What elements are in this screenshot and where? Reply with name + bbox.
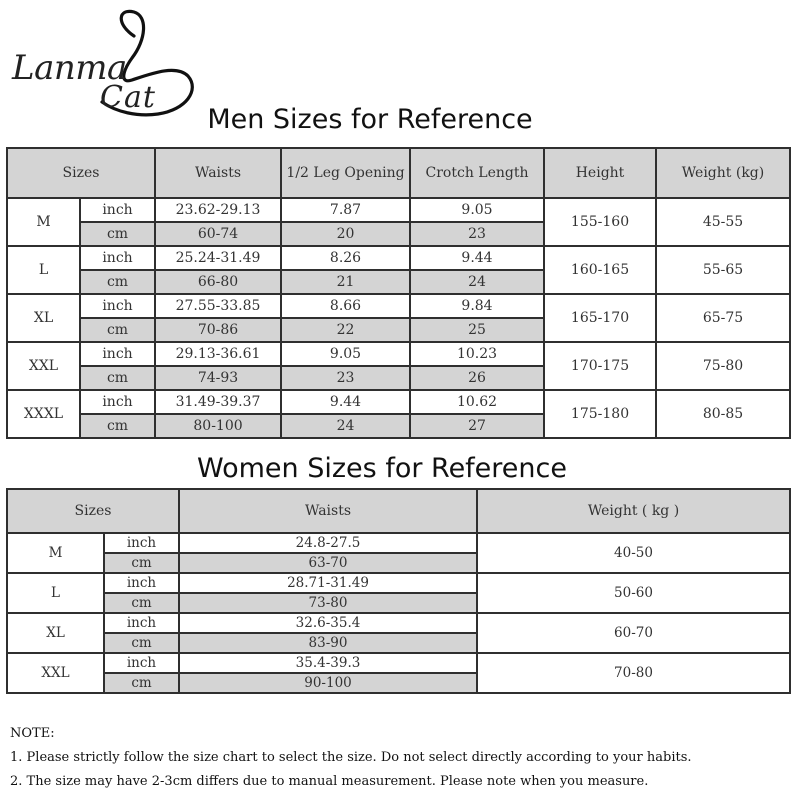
- men-size-row-inch: [7, 294, 790, 318]
- crotch-length-value: 9.05: [410, 198, 544, 222]
- unit-label: cm: [80, 222, 155, 246]
- crotch-length-value: 25: [410, 318, 544, 342]
- men-header-waists: Waists: [155, 148, 281, 198]
- crotch-length-value: 27: [410, 414, 544, 438]
- waist-value: 23.62-29.13: [155, 198, 281, 222]
- unit-label: inch: [80, 294, 155, 318]
- leg-opening-value: 7.87: [281, 198, 410, 222]
- leg-opening-value: 9.05: [281, 342, 410, 366]
- crotch-length-value: 10.62: [410, 390, 544, 414]
- waist-value: 70-86: [155, 318, 281, 342]
- women-header-sizes: Sizes: [7, 489, 179, 533]
- leg-opening-value: 23: [281, 366, 410, 390]
- waist-value: 27.55-33.85: [155, 294, 281, 318]
- size-label: XXL: [7, 342, 80, 390]
- weight-value: 75-80: [656, 342, 790, 390]
- unit-label: inch: [104, 653, 179, 673]
- height-value: 165-170: [544, 294, 656, 342]
- size-label: L: [7, 246, 80, 294]
- waist-value: 63-70: [179, 553, 477, 573]
- waist-value: 73-80: [179, 593, 477, 613]
- women-header-waists: Waists: [179, 489, 477, 533]
- waist-value: 60-74: [155, 222, 281, 246]
- logo-text-lanma: Lanma: [12, 48, 127, 88]
- height-value: 155-160: [544, 198, 656, 246]
- height-value: 175-180: [544, 390, 656, 438]
- leg-opening-value: 24: [281, 414, 410, 438]
- waist-value: 32.6-35.4: [179, 613, 477, 633]
- men-header-leg-opening: 1/2 Leg Opening: [281, 148, 410, 198]
- weight-value: 45-55: [656, 198, 790, 246]
- unit-label: inch: [80, 342, 155, 366]
- height-value: 170-175: [544, 342, 656, 390]
- unit-label: inch: [80, 198, 155, 222]
- height-value: 160-165: [544, 246, 656, 294]
- women-size-row-inch: [7, 533, 790, 553]
- waist-value: 66-80: [155, 270, 281, 294]
- size-label: L: [7, 573, 104, 613]
- weight-value: 60-70: [477, 613, 790, 653]
- men-size-table: [6, 147, 791, 439]
- logo-text-cat: Cat: [100, 80, 156, 115]
- women-header-row: [7, 489, 790, 533]
- crotch-length-value: 9.44: [410, 246, 544, 270]
- size-label: XL: [7, 613, 104, 653]
- waist-value: 83-90: [179, 633, 477, 653]
- crotch-length-value: 24: [410, 270, 544, 294]
- weight-value: 40-50: [477, 533, 790, 573]
- unit-label: inch: [104, 573, 179, 593]
- unit-label: inch: [104, 613, 179, 633]
- unit-label: inch: [80, 390, 155, 414]
- unit-label: cm: [104, 553, 179, 573]
- leg-opening-value: 8.26: [281, 246, 410, 270]
- men-header-weight: Weight (kg): [656, 148, 790, 198]
- men-sizes-title: Men Sizes for Reference: [207, 104, 533, 135]
- waist-value: 29.13-36.61: [155, 342, 281, 366]
- waist-value: 90-100: [179, 673, 477, 693]
- unit-label: inch: [104, 533, 179, 553]
- weight-value: 70-80: [477, 653, 790, 693]
- leg-opening-value: 8.66: [281, 294, 410, 318]
- size-label: M: [7, 198, 80, 246]
- waist-value: 24.8-27.5: [179, 533, 477, 553]
- women-size-row-inch: [7, 573, 790, 593]
- men-size-row-inch: [7, 198, 790, 222]
- unit-label: cm: [104, 633, 179, 653]
- waist-value: 74-93: [155, 366, 281, 390]
- women-sizes-title: Women Sizes for Reference: [197, 453, 567, 484]
- weight-value: 65-75: [656, 294, 790, 342]
- unit-label: cm: [80, 318, 155, 342]
- weight-value: 55-65: [656, 246, 790, 294]
- women-size-row-inch: [7, 653, 790, 673]
- waist-value: 28.71-31.49: [179, 573, 477, 593]
- notes-title: NOTE:: [10, 726, 55, 741]
- crotch-length-value: 10.23: [410, 342, 544, 366]
- men-header-crotch-length: Crotch Length: [410, 148, 544, 198]
- size-label: XL: [7, 294, 80, 342]
- men-header-sizes: Sizes: [7, 148, 155, 198]
- unit-label: cm: [104, 593, 179, 613]
- waist-value: 31.49-39.37: [155, 390, 281, 414]
- unit-label: cm: [80, 366, 155, 390]
- size-label: XXXL: [7, 390, 80, 438]
- size-label: M: [7, 533, 104, 573]
- men-size-row-inch: [7, 342, 790, 366]
- women-size-row-inch: [7, 613, 790, 633]
- men-header-height: Height: [544, 148, 656, 198]
- leg-opening-value: 21: [281, 270, 410, 294]
- leg-opening-value: 9.44: [281, 390, 410, 414]
- women-size-table: [6, 488, 791, 694]
- crotch-length-value: 26: [410, 366, 544, 390]
- note-item-2: 2. The size may have 2-3cm differs due to manual measurement. Please note when you measure.: [10, 774, 649, 789]
- waist-value: 80-100: [155, 414, 281, 438]
- men-size-row-inch: [7, 246, 790, 270]
- leg-opening-value: 20: [281, 222, 410, 246]
- note-item-1: 1. Please strictly follow the size chart to select the size. Do not select directly according to your habits.: [10, 750, 692, 765]
- men-size-row-inch: [7, 390, 790, 414]
- size-label: XXL: [7, 653, 104, 693]
- crotch-length-value: 9.84: [410, 294, 544, 318]
- crotch-length-value: 23: [410, 222, 544, 246]
- weight-value: 50-60: [477, 573, 790, 613]
- men-header-row: [7, 148, 790, 198]
- notes-section: [10, 722, 790, 794]
- weight-value: 80-85: [656, 390, 790, 438]
- waist-value: 25.24-31.49: [155, 246, 281, 270]
- unit-label: cm: [80, 414, 155, 438]
- unit-label: cm: [104, 673, 179, 693]
- women-header-weight: Weight ( kg ): [477, 489, 790, 533]
- unit-label: cm: [80, 270, 155, 294]
- waist-value: 35.4-39.3: [179, 653, 477, 673]
- leg-opening-value: 22: [281, 318, 410, 342]
- unit-label: inch: [80, 246, 155, 270]
